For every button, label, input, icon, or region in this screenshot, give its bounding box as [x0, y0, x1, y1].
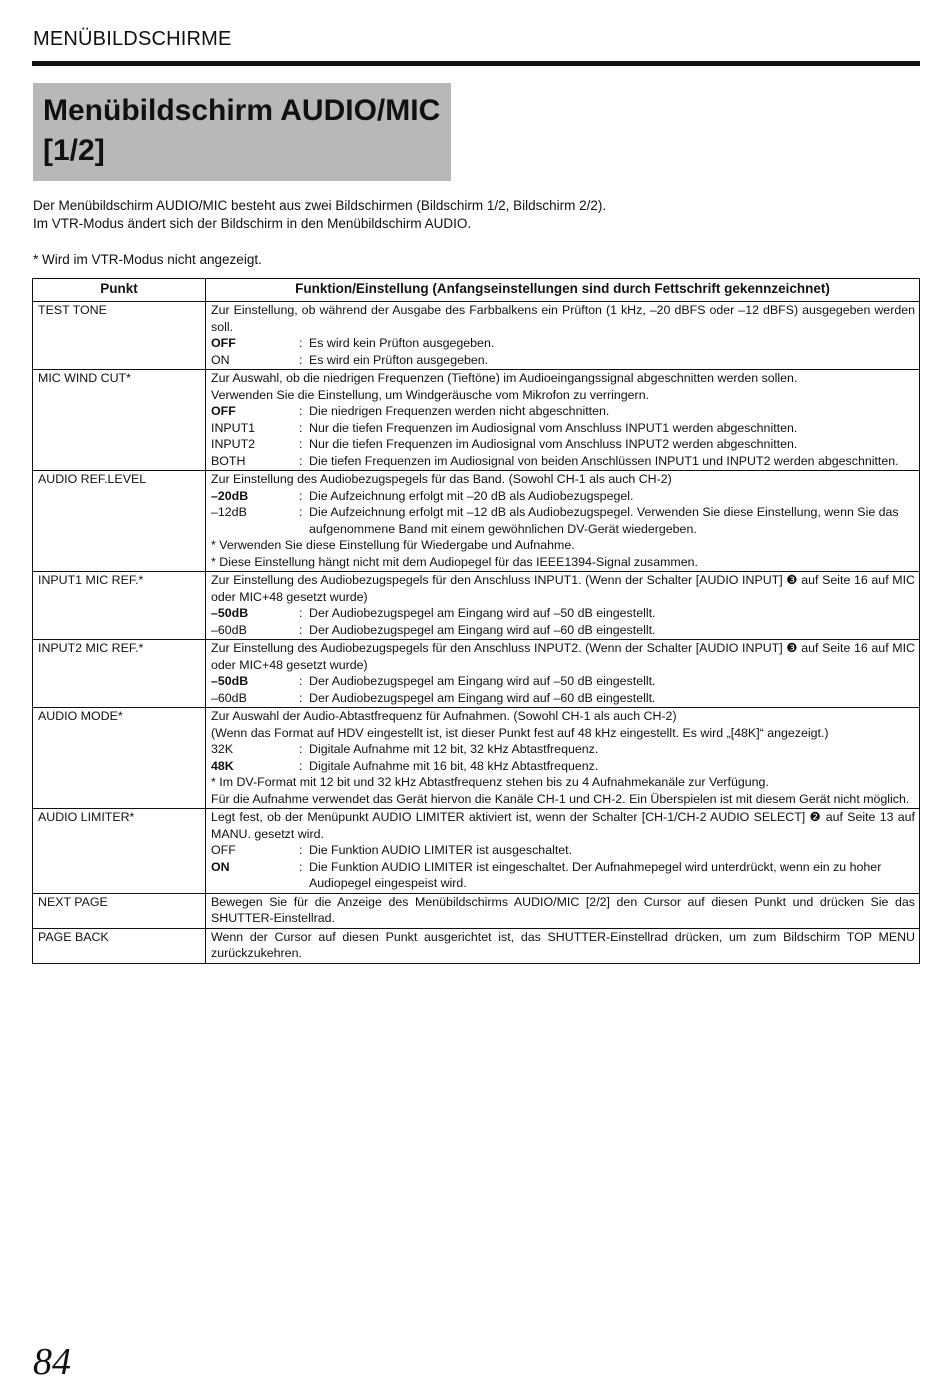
function-cell — [206, 928, 920, 963]
option-key: INPUT2 — [211, 437, 256, 451]
option-row — [211, 335, 915, 352]
option-colon: : — [299, 622, 303, 637]
function-cell — [206, 471, 920, 572]
table-row — [33, 708, 920, 809]
option-colon: : — [299, 843, 303, 857]
option-colon: : — [299, 336, 303, 350]
table-row — [33, 302, 920, 370]
function-cell — [206, 572, 920, 640]
description-line: (Wenn das Format auf HDV eingestellt ist, ist dieser Punkt fest auf 48 kHz eingestellt. Es wird „[48K]“ angezeigt.) — [211, 725, 829, 740]
option-colon: : — [299, 505, 303, 519]
option-colon: : — [299, 859, 303, 874]
table-row — [33, 370, 920, 471]
table-row — [33, 928, 920, 963]
description-line: Bewegen Sie für die Anzeige des Menübildschirms AUDIO/MIC [2/2] den Cursor auf diesen Punkt und drücken Sie das SHUTTER-Einstellrad. — [211, 894, 915, 925]
option-description: Der Audiobezugspegel am Eingang wird auf –50 dB eingestellt. — [309, 606, 656, 620]
table-row — [33, 471, 920, 572]
title-box — [33, 83, 451, 181]
description-line: Zur Einstellung, ob während der Ausgabe des Farbbalkens ein Prüfton (1 kHz, –20 dBFS oder –12 dBFS) ausgegeben werden soll. — [211, 303, 915, 334]
item-cell: AUDIO MODE* — [33, 708, 206, 809]
option-description: Nur die tiefen Frequenzen im Audiosignal vom Anschluss INPUT2 werden abgeschnitten. — [309, 437, 798, 451]
option-description: Die niedrigen Frequenzen werden nicht abgeschnitten. — [309, 404, 610, 418]
option-key: OFF — [211, 843, 236, 857]
title-line-2: [1/2] — [43, 134, 105, 167]
option-key: –60dB — [211, 690, 247, 705]
column-header-item: Punkt — [33, 279, 206, 302]
settings-table — [32, 278, 920, 964]
option-colon: : — [299, 674, 303, 688]
option-row — [211, 436, 915, 453]
option-description: Die Funktion AUDIO LIMITER ist ausgeschaltet. — [309, 843, 573, 857]
option-row — [211, 741, 915, 758]
option-description: Die Aufzeichnung erfolgt mit –12 dB als Audiobezugspegel. Verwenden Sie diese Einstellung, wenn Sie das aufgenommene Band mit einem gewöhnlichen DV-Gerät wiedergeben. — [309, 505, 899, 536]
item-cell: INPUT2 MIC REF.* — [33, 640, 206, 708]
option-row — [211, 403, 915, 420]
note-line: * Diese Einstellung hängt nicht mit dem Audiopegel für das IEEE1394-Signal zusammen. — [211, 554, 698, 569]
note-line: * Verwenden Sie diese Einstellung für Wiedergabe und Aufnahme. — [211, 538, 575, 552]
table-row — [33, 893, 920, 928]
table-body — [33, 302, 920, 964]
option-description: Die Funktion AUDIO LIMITER ist eingeschaltet. Der Aufnahmepegel wird unterdrückt, wenn ein zu hoher Audiopegel eingespeist wird. — [309, 859, 882, 890]
option-description: Nur die tiefen Frequenzen im Audiosignal vom Anschluss INPUT1 werden abgeschnitten. — [309, 420, 798, 435]
table-header-row — [33, 279, 920, 302]
option-description: Die tiefen Frequenzen im Audiosignal von beiden Anschlüssen INPUT1 und INPUT2 werden abgeschnitten. — [309, 453, 899, 468]
item-cell: AUDIO REF.LEVEL — [33, 471, 206, 572]
section-header: MENÜBILDSCHIRME — [33, 28, 232, 50]
description-line: Zur Einstellung des Audiobezugspegels für den Anschluss INPUT1. (Wenn der Schalter [AUDIO INPUT] ❸ auf Seite 16 auf MIC oder MIC+48 gesetzt wurde) — [211, 573, 915, 604]
option-colon: : — [299, 404, 303, 418]
item-cell: PAGE BACK — [33, 928, 206, 963]
description-line: Verwenden Sie die Einstellung, um Windgeräusche vom Mikrofon zu verringern. — [211, 387, 650, 402]
item-cell: NEXT PAGE — [33, 893, 206, 928]
description-line: Legt fest, ob der Menüpunkt AUDIO LIMITER aktiviert ist, wenn der Schalter [CH-1/CH-2 AUDIO SELECT] ❷ auf Seite 13 auf MANU. gesetzt wird. — [211, 810, 915, 841]
title-line-1: Menübildschirm AUDIO/MIC — [43, 94, 441, 127]
option-colon: : — [299, 758, 303, 773]
option-description: Der Audiobezugspegel am Eingang wird auf –50 dB eingestellt. — [309, 674, 656, 688]
option-row — [211, 859, 915, 892]
option-key: ON — [211, 352, 230, 367]
intro-line-2: Im VTR-Modus ändert sich der Bildschirm in den Menübildschirm AUDIO. — [33, 216, 472, 231]
function-cell — [206, 640, 920, 708]
option-row — [211, 605, 915, 622]
item-cell: AUDIO LIMITER* — [33, 809, 206, 894]
description-line: Zur Einstellung des Audiobezugspegels für den Anschluss INPUT2. (Wenn der Schalter [AUDIO INPUT] ❸ auf Seite 16 auf MIC oder MIC+48 gesetzt wurde) — [211, 641, 915, 672]
function-cell — [206, 708, 920, 809]
description-line: Wenn der Cursor auf diesen Punkt ausgerichtet ist, das SHUTTER-Einstellrad drücken, um zum Bildschirm TOP MENU zurückzukehren. — [211, 929, 915, 960]
option-key: 32K — [211, 742, 234, 756]
table-row — [33, 572, 920, 640]
function-cell — [206, 893, 920, 928]
option-key: –20dB — [211, 488, 249, 503]
column-header-function: Funktion/Einstellung (Anfangseinstellungen sind durch Fettschrift gekennzeichnet) — [206, 279, 920, 302]
option-colon: : — [299, 606, 303, 620]
option-key: –60dB — [211, 622, 247, 637]
option-description: Die Aufzeichnung erfolgt mit –20 dB als Audiobezugspegel. — [309, 488, 634, 503]
item-cell: INPUT1 MIC REF.* — [33, 572, 206, 640]
footnote: * Wird im VTR-Modus nicht angezeigt. — [33, 252, 262, 267]
option-colon: : — [299, 742, 303, 756]
option-row — [211, 690, 915, 707]
option-key: BOTH — [211, 453, 246, 468]
intro-line-1: Der Menübildschirm AUDIO/MIC besteht aus zwei Bildschirmen (Bildschirm 1/2, Bildschirm 2/2). — [33, 198, 607, 213]
option-description: Digitale Aufnahme mit 16 bit, 48 kHz Abtastfrequenz. — [309, 758, 599, 773]
option-row — [211, 488, 915, 505]
option-row — [211, 453, 915, 470]
option-colon: : — [299, 488, 303, 503]
option-colon: : — [299, 690, 303, 705]
option-key: OFF — [211, 404, 236, 418]
option-key: OFF — [211, 336, 236, 350]
option-colon: : — [299, 420, 303, 435]
page-title — [43, 91, 440, 171]
item-cell: MIC WIND CUT* — [33, 370, 206, 471]
table-row — [33, 640, 920, 708]
option-row — [211, 673, 915, 690]
option-description: Der Audiobezugspegel am Eingang wird auf –60 dB eingestellt. — [309, 690, 656, 705]
intro-text — [33, 197, 606, 233]
option-key: 48K — [211, 758, 234, 773]
option-row — [211, 352, 915, 369]
page-number: 84 — [33, 1341, 71, 1383]
header-rule — [32, 61, 920, 66]
option-description: Es wird ein Prüfton ausgegeben. — [309, 352, 489, 367]
option-colon: : — [299, 352, 303, 367]
description-line: Zur Auswahl, ob die niedrigen Frequenzen (Tieftöne) im Audioeingangssignal abgeschnitten werden sollen. — [211, 371, 798, 385]
option-colon: : — [299, 453, 303, 468]
option-row — [211, 622, 915, 639]
note-line: Für die Aufnahme verwendet das Gerät hiervon die Kanäle CH-1 und CH-2. Ein Überspielen ist mit diesem Gerät nicht möglich. — [211, 791, 910, 806]
description-line: Zur Auswahl der Audio-Abtastfrequenz für Aufnahmen. (Sowohl CH-1 als auch CH-2) — [211, 709, 677, 723]
option-key: –50dB — [211, 674, 249, 688]
option-row — [211, 504, 915, 537]
note-line: * Im DV-Format mit 12 bit und 32 kHz Abtastfrequenz stehen bis zu 4 Aufnahmekanäle zur Verfügung. — [211, 775, 769, 789]
function-cell — [206, 809, 920, 894]
function-cell — [206, 302, 920, 370]
option-key: INPUT1 — [211, 420, 256, 435]
option-description: Es wird kein Prüfton ausgegeben. — [309, 336, 495, 350]
function-cell — [206, 370, 920, 471]
option-key: –12dB — [211, 505, 247, 519]
option-row — [211, 420, 915, 437]
option-row — [211, 842, 915, 859]
option-row — [211, 758, 915, 775]
table-row — [33, 809, 920, 894]
option-key: –50dB — [211, 606, 249, 620]
option-key: ON — [211, 859, 230, 874]
item-cell: TEST TONE — [33, 302, 206, 370]
option-colon: : — [299, 437, 303, 451]
option-description: Der Audiobezugspegel am Eingang wird auf –60 dB eingestellt. — [309, 622, 656, 637]
description-line: Zur Einstellung des Audiobezugspegels für das Band. (Sowohl CH-1 als auch CH-2) — [211, 472, 672, 486]
option-description: Digitale Aufnahme mit 12 bit, 32 kHz Abtastfrequenz. — [309, 742, 599, 756]
